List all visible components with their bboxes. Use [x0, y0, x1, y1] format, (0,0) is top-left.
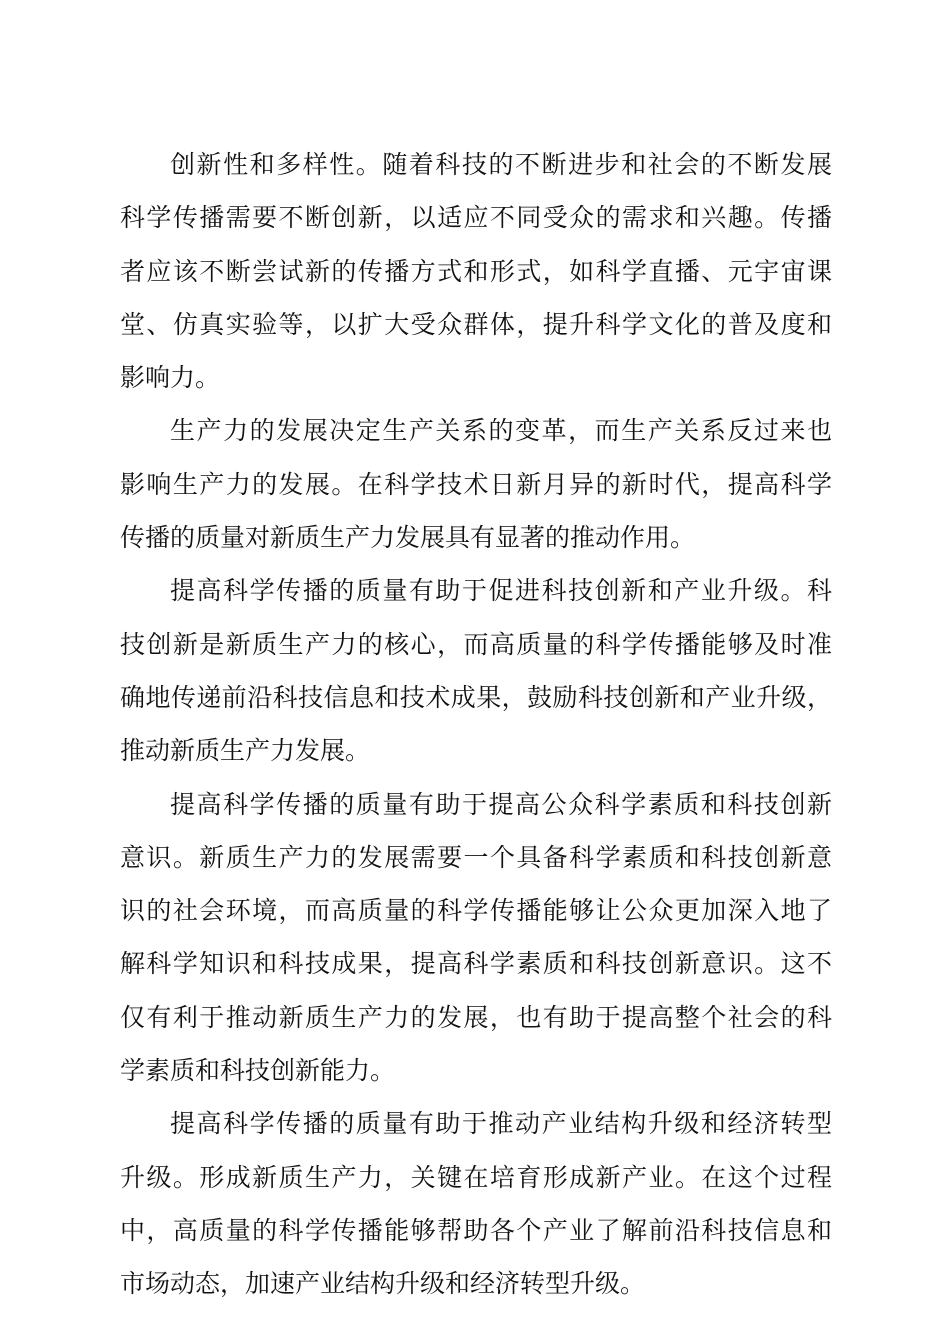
paragraph-line: 生产力的发展决定生产关系的变革，而生产关系反过来也	[170, 416, 832, 446]
paragraph-line: 技创新是新质生产力的核心，而高质量的科学传播能够及时准	[120, 629, 832, 659]
paragraph-line: 识的社会环境，而高质量的科学传播能够让公众更加深入地了	[120, 896, 832, 926]
paragraph-line: 推动新质生产力发展。	[120, 736, 371, 766]
paragraph-line: 仅有利于推动新质生产力的发展，也有助于提高整个社会的科	[120, 1002, 832, 1032]
paragraph-line: 科学传播需要不断创新，以适应不同受众的需求和兴趣。传播	[120, 203, 832, 233]
paragraph-line: 确地传递前沿科技信息和技术成果，鼓励科技创新和产业升级，	[120, 682, 832, 712]
paragraph-line: 堂、仿真实验等，以扩大受众群体，提升科学文化的普及度和	[120, 309, 832, 339]
paragraph-4	[120, 778, 832, 1098]
paragraph-line: 中，高质量的科学传播能够帮助各个产业了解前沿科技信息和	[120, 1215, 832, 1245]
paragraph-line: 提高科学传播的质量有助于促进科技创新和产业升级。科	[170, 576, 832, 606]
paragraph-1	[120, 138, 832, 404]
paragraph-line: 提高科学传播的质量有助于推动产业结构升级和经济转型	[170, 1109, 832, 1139]
paragraph-line: 传播的质量对新质生产力发展具有显著的推动作用。	[120, 523, 696, 553]
paragraph-3	[120, 564, 832, 777]
paragraph-2	[120, 404, 832, 564]
paragraph-line: 者应该不断尝试新的传播方式和形式，如科学直播、元宇宙课	[120, 256, 832, 286]
paragraph-line: 创新性和多样性。随着科技的不断进步和社会的不断发展	[170, 150, 832, 179]
paragraph-line: 升级。形成新质生产力，关键在培育形成新产业。在这个过程	[120, 1162, 832, 1192]
paragraph-line: 市场动态，加速产业结构升级和经济转型升级。	[120, 1269, 646, 1299]
document-body	[120, 138, 832, 1311]
paragraph-line: 解科学知识和科技成果，提高科学素质和科技创新意识。这不	[120, 949, 832, 979]
paragraph-line: 学素质和科技创新能力。	[120, 1056, 396, 1086]
paragraph-line: 提高科学传播的质量有助于提高公众科学素质和科技创新	[170, 789, 832, 819]
paragraph-line: 影响生产力的发展。在科学技术日新月异的新时代，提高科学	[120, 469, 832, 499]
paragraph-5	[120, 1097, 832, 1310]
paragraph-line: 影响力。	[120, 363, 221, 393]
paragraph-line: 意识。新质生产力的发展需要一个具备科学素质和科技创新意	[120, 842, 832, 872]
